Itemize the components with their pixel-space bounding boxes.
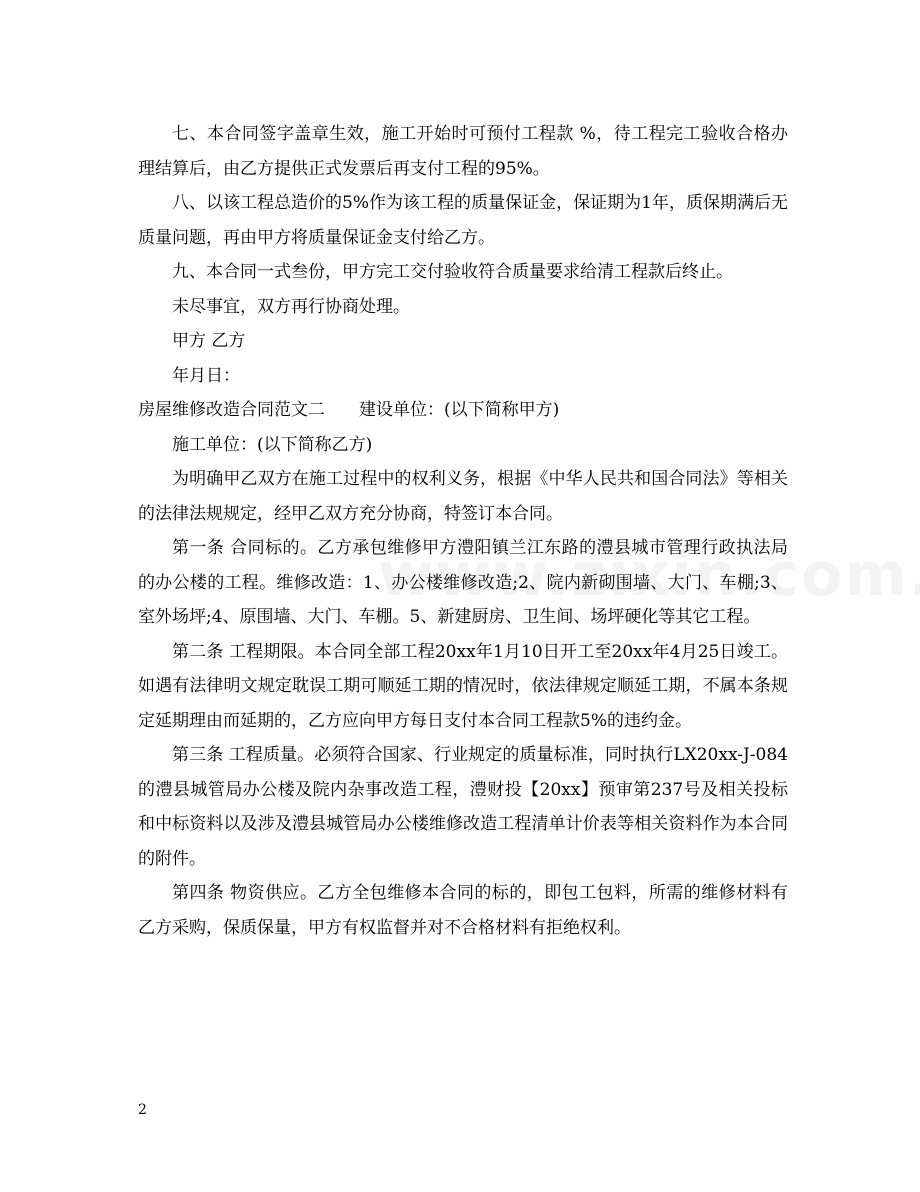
paragraph-article-4: 第四条 物资供应。乙方全包维修本合同的标的，即包工包料，所需的维修材料有乙方采购，保质保量，甲方有权监督并对不合格材料有拒绝权利。 <box>138 883 788 938</box>
paragraph-contractor: 施工单位：(以下简称乙方) <box>172 434 373 455</box>
paragraph-article-3: 第三条 工程质量。必须符合国家、行业规定的质量标准，同时执行LX20xx-J-084的澧县城管局办公楼及院内杂事改造工程，澧财投【20xx】预审第237号及相关投标和中标资料以及涉及澧县城管局办公楼维修改造工程清单计价表等相关资料作为本合同的附件。 <box>138 745 788 869</box>
paragraph-unresolved-matters: 未尽事宜，双方再行协商处理。 <box>172 296 410 317</box>
page-number: 2 <box>138 1102 147 1118</box>
paragraph-clause-7: 七、本合同签字盖章生效，施工开始时可预付工程款 %，待工程完工验收合格办理结算后，由乙方提供正式发票后再支付工程的95%。 <box>138 124 788 179</box>
paragraph-article-2: 第二条 工程期限。本合同全部工程20xx年1月10日开工至20xx年4月25日竣工。如遇有法律明文规定耽误工期可顺延工期的情况时，依法律规定顺延工期，不属本条规定延期理由而延期的，乙方应向甲方每日支付本合同工程款5%的违约金。 <box>138 641 788 731</box>
document-body <box>138 117 788 945</box>
paragraph-parties: 甲方 乙方 <box>172 331 246 351</box>
paragraph-article-1: 第一条 合同标的。乙方承包维修甲方澧阳镇兰江东路的澧县城市管理行政执法局的办公楼的工程。维修改造：1、办公楼维修改造;2、院内新砌围墙、大门、车棚;3、室外场坪;4、原围墙、大门、车棚。5、新建厨房、卫生间、场坪硬化等其它工程。 <box>138 538 788 627</box>
paragraph-clause-8: 八、以该工程总造价的5%作为该工程的质量保证金，保证期为1年，质保期满后无质量问题，再由甲方将质量保证金支付给乙方。 <box>138 193 788 248</box>
paragraph-contract-title: 房屋维修改造合同范文二 建设单位：(以下简称甲方) <box>138 400 560 420</box>
paragraph-date: 年月日： <box>172 365 240 386</box>
paragraph-clause-9: 九、本合同一式叁份，甲方完工交付验收符合质量要求给清工程款后终止。 <box>172 262 733 282</box>
paragraph-preamble: 为明确甲乙双方在施工过程中的权利义务，根据《中华人民共和国合同法》等相关的法律法规规定，经甲乙双方充分协商，特签订本合同。 <box>138 469 788 524</box>
